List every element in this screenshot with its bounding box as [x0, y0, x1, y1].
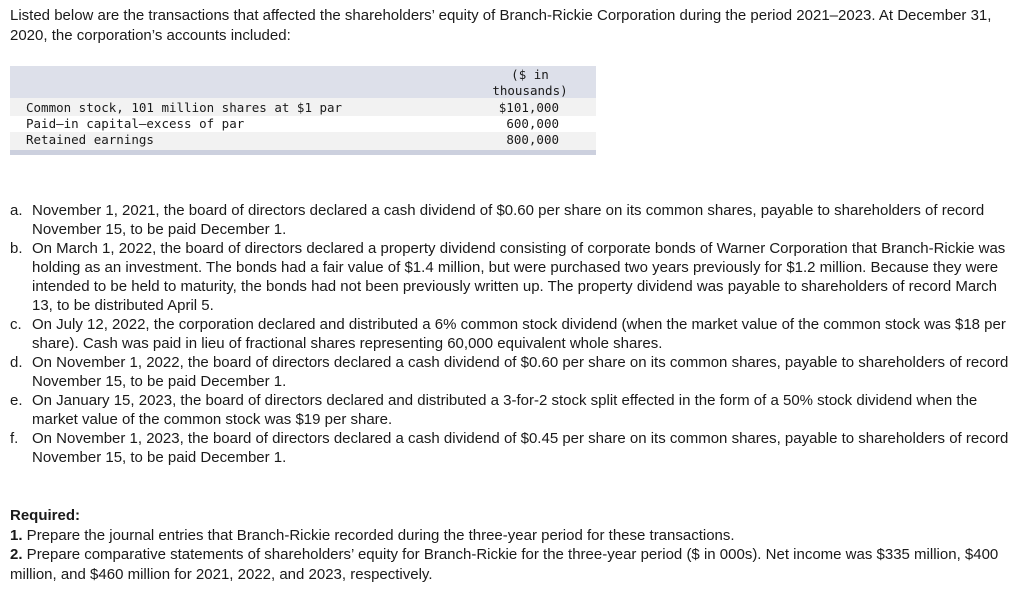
table-footer-rule — [10, 150, 596, 155]
list-item — [10, 429, 1016, 467]
required-number: 2. — [10, 546, 23, 563]
required-section — [10, 506, 1016, 584]
item-letter: f. — [10, 430, 19, 447]
unit-header: ($ in thousands) — [492, 67, 568, 98]
item-letter: a. — [10, 202, 23, 219]
item-text: On January 15, 2023, the board of directors declared and distributed a 3-for-2 stock split effected in the form of a 50% stock dividend when the market value of the common stock was $19 per share. — [32, 392, 978, 428]
table-row — [10, 100, 596, 116]
item-text: On November 1, 2022, the board of directors declared a cash dividend of $0.60 per share on its common shares, payable to shareholders of record November 15, to be paid December 1. — [32, 354, 1009, 390]
table-body — [10, 98, 596, 150]
required-item — [10, 526, 1016, 546]
required-text: Prepare the journal entries that Branch-Rickie recorded during the three-year period for these transactions. — [22, 526, 735, 544]
item-text: On July 12, 2022, the corporation declared and distributed a 6% common stock dividend (when the market value of the common stock was $18 per share). Cash was paid in lieu of fractional shares representing 60,000 equivalent whole shares. — [32, 316, 1006, 352]
item-letter: c. — [10, 316, 22, 333]
required-text: Prepare comparative statements of shareholders’ equity for Branch-Rickie for the three-year period ($ in 000s). Net income was $335 million, $400 million, and $460 million for 2021, 2022, and 2023, respectively. — [10, 546, 999, 583]
equity-accounts-table — [10, 66, 596, 155]
row-label: Retained earnings — [26, 132, 154, 147]
table-row — [10, 132, 596, 148]
list-item — [10, 315, 1016, 353]
intro-paragraph: Listed below are the transactions that affected the shareholders’ equity of Branch-Rickie Corporation during the period 2021–2023. At December 31, 2020, the corporation’s accounts included: — [10, 7, 992, 44]
row-label: Common stock, 101 million shares at $1 par — [26, 100, 343, 115]
list-item — [10, 391, 1016, 429]
required-item — [10, 545, 1016, 584]
item-letter: e. — [10, 392, 23, 409]
item-letter: d. — [10, 354, 23, 371]
row-value: 800,000 — [506, 132, 559, 147]
table-header — [10, 66, 596, 98]
item-text: On November 1, 2023, the board of directors declared a cash dividend of $0.45 per share on its common shares, payable to shareholders of record November 15, to be paid December 1. — [32, 430, 1009, 466]
list-item — [10, 201, 1016, 239]
item-text: On March 1, 2022, the board of directors declared a property dividend consisting of corporate bonds of Warner Corporation that Branch-Rickie was holding as an investment. The bonds had a fair value of $1.4 million, but were purchased two years previously for $1.2 million. Because they were intended to be held to maturity, the bonds had not been previously written up. The property dividend was payable to shareholders of record March 13, to be distributed April 5. — [32, 240, 1006, 314]
transaction-list — [10, 201, 1016, 467]
item-text: November 1, 2021, the board of directors declared a cash dividend of $0.60 per share on its common shares, payable to shareholders of record November 15, to be paid December 1. — [32, 202, 985, 238]
row-value: $101,000 — [498, 100, 559, 115]
list-item — [10, 239, 1016, 315]
table-row — [10, 116, 596, 132]
required-number: 1. — [10, 526, 23, 544]
list-item — [10, 353, 1016, 391]
row-value: 600,000 — [506, 116, 559, 131]
item-letter: b. — [10, 240, 23, 257]
required-heading: Required: — [10, 507, 81, 524]
row-label: Paid–in capital–excess of par — [26, 116, 245, 131]
